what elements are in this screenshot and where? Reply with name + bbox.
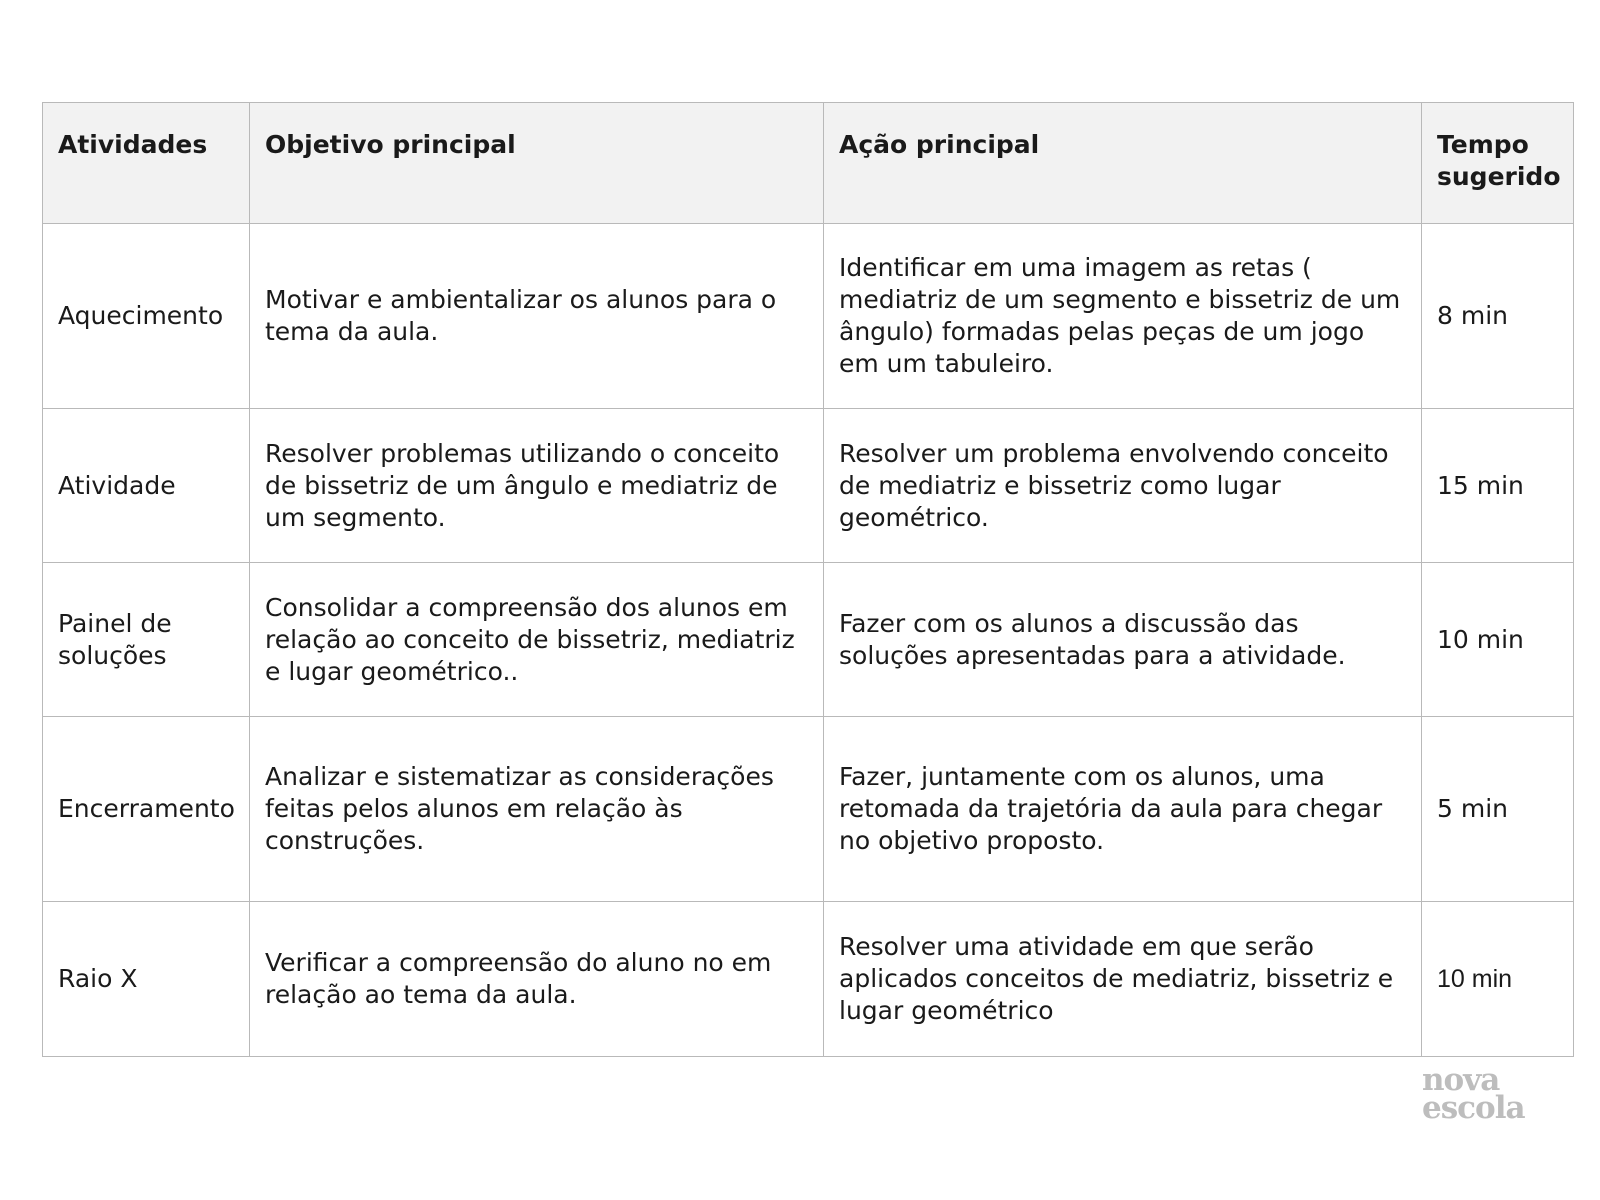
cell-objetivo: Analizar e sistematizar as considerações feitas pelos alunos em relação às construções. bbox=[250, 717, 824, 902]
cell-acao: Resolver uma atividade em que serão aplicados conceitos de mediatriz, bissetriz e lugar geométrico bbox=[824, 902, 1422, 1057]
cell-objetivo: Motivar e ambientalizar os alunos para o tema da aula. bbox=[250, 224, 824, 409]
lesson-plan-table bbox=[42, 102, 1574, 1057]
logo-line-nova: nova bbox=[1422, 1062, 1500, 1098]
cell-tempo: 15 min bbox=[1422, 409, 1574, 563]
cell-atividade: Raio X bbox=[43, 902, 250, 1057]
cell-tempo: 10 min bbox=[1422, 563, 1574, 717]
cell-atividade: Painel de soluções bbox=[43, 563, 250, 717]
cell-tempo: 5 min bbox=[1422, 717, 1574, 902]
cell-atividade: Atividade bbox=[43, 409, 250, 563]
cell-atividade: Encerramento bbox=[43, 717, 250, 902]
header-tempo-sugerido: Tempo sugerido bbox=[1422, 103, 1574, 224]
cell-acao: Resolver um problema envolvendo conceito de mediatriz e bissetriz como lugar geométrico. bbox=[824, 409, 1422, 563]
header-objetivo-principal: Objetivo principal bbox=[250, 103, 824, 224]
cell-tempo: 8 min bbox=[1422, 224, 1574, 409]
cell-acao: Identificar em uma imagem as retas ( mediatriz de um segmento e bissetriz de um ângulo) formadas pelas peças de um jogo em um tabuleiro. bbox=[824, 224, 1422, 409]
table-header-row bbox=[43, 103, 1574, 224]
cell-objetivo: Verificar a compreensão do aluno no em relação ao tema da aula. bbox=[250, 902, 824, 1057]
cell-atividade: Aquecimento bbox=[43, 224, 250, 409]
table-row bbox=[43, 409, 1574, 563]
table-row bbox=[43, 902, 1574, 1057]
header-atividades: Atividades bbox=[43, 103, 250, 224]
cell-objetivo: Consolidar a compreensão dos alunos em relação ao conceito de bissetriz, mediatriz e lugar geométrico.. bbox=[250, 563, 824, 717]
nova-escola-logo bbox=[1422, 1062, 1525, 1126]
table-row bbox=[43, 563, 1574, 717]
cell-acao: Fazer, juntamente com os alunos, uma retomada da trajetória da aula para chegar no objetivo proposto. bbox=[824, 717, 1422, 902]
cell-acao: Fazer com os alunos a discussão das soluções apresentadas para a atividade. bbox=[824, 563, 1422, 717]
cell-tempo: 10 min bbox=[1422, 902, 1574, 1057]
header-acao-principal: Ação principal bbox=[824, 103, 1422, 224]
logo-line-escola: escola bbox=[1422, 1090, 1525, 1126]
table-row bbox=[43, 717, 1574, 902]
table-row bbox=[43, 224, 1574, 409]
cell-objetivo: Resolver problemas utilizando o conceito de bissetriz de um ângulo e mediatriz de um segmento. bbox=[250, 409, 824, 563]
